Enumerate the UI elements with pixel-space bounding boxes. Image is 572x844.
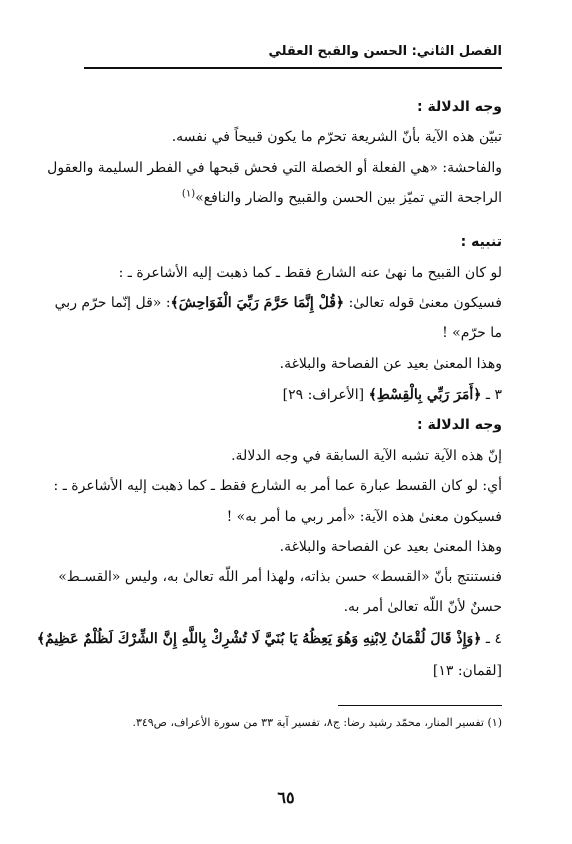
running-header: الفصل الثاني: الحسن والقبح العقلي [268, 44, 502, 59]
header-rule [84, 67, 502, 69]
verse-item-4 [36, 630, 502, 648]
section-heading-indication-2: وجه الدلالة : [417, 417, 502, 433]
paragraph-line: حسنٌ لأنّ اللّه تعالىٰ أمر به. [343, 599, 502, 615]
paragraph-line: أي: لو كان القسط عبارة عما أمر به الشارع فقط ـ كما ذهبت إليه الأشاعرة ـ : [53, 478, 502, 494]
section-heading-indication-1: وجه الدلالة : [417, 99, 502, 115]
paragraph-line: تبيّن هذه الآية بأنّ الشريعة تحرّم ما يكون قبيحاً في نفسه. [171, 129, 502, 145]
paragraph-line: فنستنتج بأنّ «القسط» حسن بذاته، ولهذا أمر اللّه تعالىٰ به، وليس «القسـط» [58, 569, 502, 585]
item-number: ٤ ـ [481, 631, 502, 647]
quran-verse: ﴿وَإِذْ قَالَ لُقْمَانُ لِابْنِهِ وَهُوَ يَعِظُهُ يَا بُنَيَّ لَا تُشْرِكْ بِاللَّهِ إِنَّ الشِّرْكَ لَظُلْمٌ عَظِيمٌ﴾ [36, 631, 482, 647]
paragraph-line [60, 189, 502, 207]
page-number: ٦٥ [277, 788, 295, 807]
verse-citation: [لقمان: ١٣] [432, 663, 502, 679]
paragraph-line: لو كان القبيح ما نهىٰ عنه الشارع فقط ـ كما ذهبت إليه الأشاعرة ـ : [118, 265, 502, 281]
paragraph-text: : «قل إنّما حرّم ربي [54, 295, 171, 311]
footnote: (١) تفسير المنار، محمّد رشيد رضا: ج٨، تفسير آية ٣٣ من سورة الأعراف، ص٣٤٩. [132, 716, 502, 729]
verse-citation: [الأعراف: ٢٩] [282, 387, 369, 403]
paragraph-line: إنّ هذه الآية تشبه الآية السابقة في وجه الدلالة. [231, 448, 502, 464]
footnote-reference: (١) [181, 188, 196, 200]
paragraph-line: وهذا المعنىٰ بعيد عن الفصاحة والبلاغة. [279, 356, 502, 372]
paragraph-line: وهذا المعنىٰ بعيد عن الفصاحة والبلاغة. [279, 539, 502, 555]
paragraph-text: الراجحة التي تميّز بين الحسن والقبيح والضار والنافع» [195, 190, 502, 206]
paragraph-line: والفاحشة: «هي الفعلة أو الخصلة التي فحش قبحها في الفطر السليمة والعقول [47, 160, 502, 176]
footnote-rule [338, 705, 502, 706]
verse-item-3 [60, 386, 502, 404]
paragraph-line: فسيكون معنىٰ هذه الآية: «أمر ربي ما أمر به» ! [226, 509, 502, 525]
quran-verse: ﴿أَمَرَ رَبِّي بِالْقِسْطِ﴾ [368, 387, 482, 403]
item-number: ٣ ـ [481, 387, 502, 403]
quran-verse: ﴿قُلْ إِنَّمَا حَرَّمَ رَبِّيَ الْفَوَاحِشَ﴾ [170, 295, 345, 311]
section-heading-note: تنبيه : [460, 234, 502, 250]
paragraph-text: فسيكون معنىٰ قوله تعالىٰ: [344, 295, 502, 311]
paragraph-line: ما حرّم» ! [442, 325, 502, 341]
paragraph-line [54, 294, 502, 312]
